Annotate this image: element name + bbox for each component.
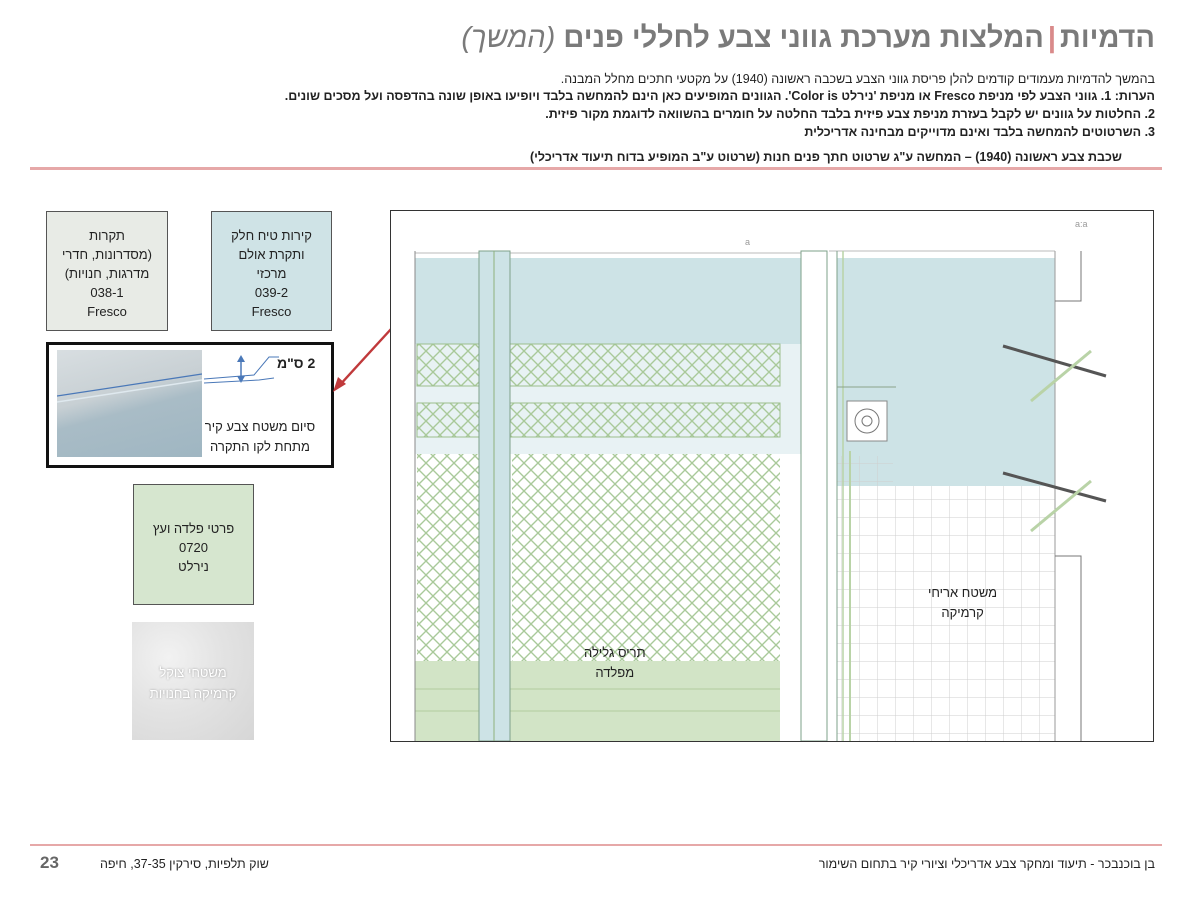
footer-author: בן בוכנבכר - תיעוד ומחקר צבע אדריכלי וציורי קיר בתחום השימור [818,857,1155,871]
swatch-walls [211,211,332,331]
note-2: 2. החלטות על גוונים יש לקבל בעזרת מניפת צבע פיזית בלבד החלטה על חומרים בהשוואה לדוגמת מקור פיזית. [545,107,1155,121]
tag-aa: a:a [1075,219,1088,229]
swatch-walls-line: ותקרת אולם [238,247,305,262]
footer-address: שוק תלפיות, סירקין 37-35, חיפה [100,857,269,871]
tiles-label [928,583,997,623]
swatch-steel-wood [133,484,254,605]
footer-divider [30,844,1162,846]
swatch-ceilings-brand: Fresco [87,304,127,319]
swatch-walls-line: קירות טיח חלק [231,228,312,243]
detail-label [195,417,325,457]
swatch-ceilings-line: מדרגות, חנויות) [64,266,150,281]
plinth-ceramic-sample [132,622,254,740]
ceiling-detail-photo [57,350,202,457]
detail-label-line: סיום משטח צבע קיר [204,419,316,434]
page-number: 23 [40,853,59,872]
swatch-ceilings-line: (מסדרונות, חדרי [61,247,153,262]
tiles-label-line: קרמיקה [941,605,984,620]
title-separator: | [1047,22,1056,54]
swatch-walls-line: מרכזי [256,266,287,281]
sample-line: קרמיקה בחנויות [149,686,237,701]
title-rest: המלצות מערכת גווני צבע לחללי פנים [563,22,1044,54]
swatch-walls-code: 039-2 [254,285,289,300]
grille-label-line: מפלדה [595,665,635,680]
section-drawing [390,210,1154,742]
swatch-walls-brand: Fresco [251,304,292,319]
intro-text: בהמשך להדמיות מעמודים קודמים להלן פריסת גווני הצבע בשכבה ראשונה (1940) על מקטעי חתכים מחלל המבנה. [560,72,1155,86]
title-main: הדמיות [1060,22,1155,54]
tag-a: a [745,237,751,247]
swatch-steel-line: פרטי פלדה ועץ [152,521,235,536]
dimension-arrow-icon [199,347,279,387]
title-continued: (המשך) [461,22,556,54]
paint-line-icon [57,350,202,457]
swatch-steel-code: 0720 [179,540,208,555]
note-3: 3. השרטוטים להמחשה בלבד ואינם מדוייקים מבחינה אדריכלית [804,125,1155,139]
section-drawing-svg [391,211,1153,741]
sample-line: משטחי צוקל [159,665,227,680]
page-title [461,22,1155,55]
ceiling-detail-box [46,342,334,468]
dimension-label: 2 ס"מ [277,355,316,371]
detail-label-line: מתחת לקו התקרה [210,439,310,454]
header-divider [30,167,1162,170]
drawing-caption: שכבת צבע ראשונה (1940) – המחשה ע"ג שרטוט חתך פנים חנות (שרטוט ע"ב המופיע בדוח תיעוד אדריכלי) [530,150,1122,164]
note-1: הערות: 1. גווני הצבע לפי מניפת Fresco או מניפת 'נירלט Color is'. הגוונים המופיעים כאן הינם להמחשה בלבד ויופיעו באופן שונה בהדפסה ועל מסכים שונים. [284,89,1155,103]
swatch-ceilings-code: 038-1 [90,285,124,300]
swatch-steel-brand: נירלט [178,559,209,574]
grille-label-line: תריס גלילה [584,645,646,660]
grille-label [584,643,646,683]
swatch-ceilings [46,211,168,331]
swatch-ceilings-line: תקרות [89,228,125,243]
tiles-label-line: משטח אריחי [928,585,998,600]
